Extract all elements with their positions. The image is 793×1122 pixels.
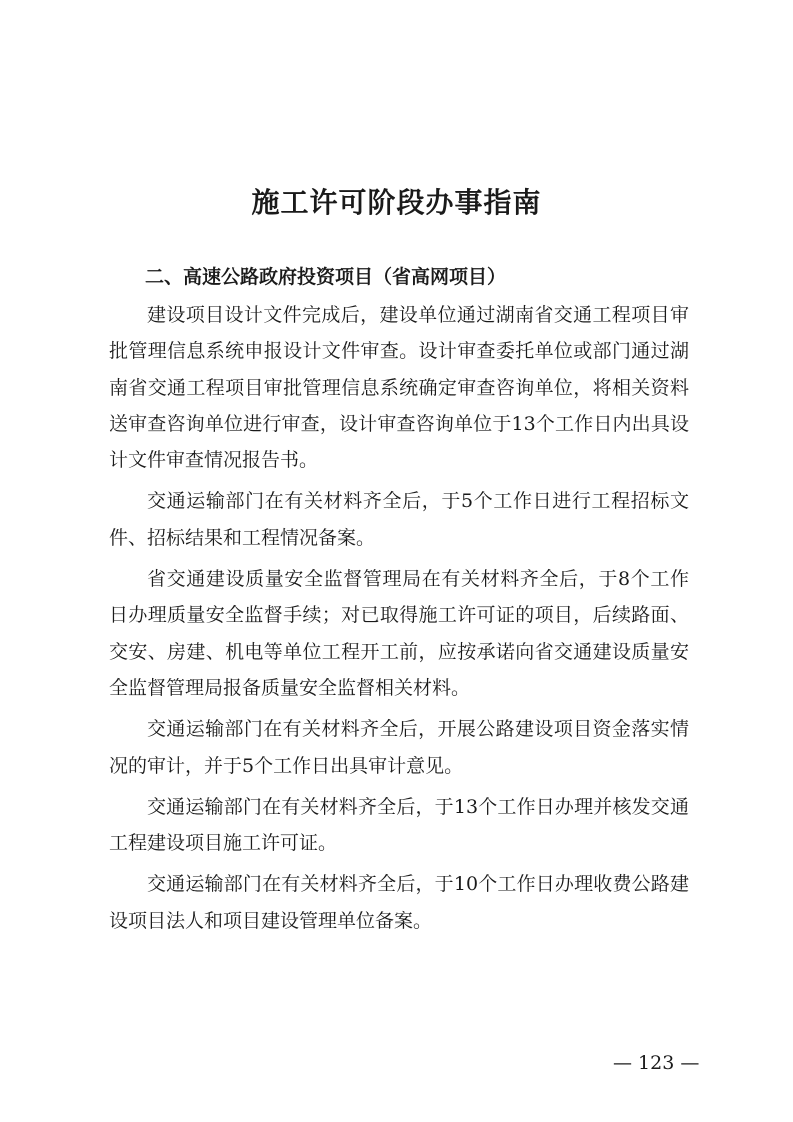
page-number: — 123 — [613, 1052, 700, 1074]
paragraph: 交通运输部门在有关材料齐全后，开展公路建设项目资金落实情况的审计，并于5个工作日出具审计意见。 [109, 718, 689, 777]
body-text [109, 297, 689, 944]
paragraph: 省交通建设质量安全监督管理局在有关材料齐全后，于8个工作日办理质量安全监督手续；对已取得施工许可证的项目，后续路面、交安、房建、机电等单位工程开工前，应按承诺向省交通建设质量安全监督管理局报备质量安全监督相关材料。 [109, 568, 689, 699]
paragraph: 交通运输部门在有关材料齐全后，于5个工作日进行工程招标文件、招标结果和工程情况备案。 [109, 490, 689, 549]
paragraph: 交通运输部门在有关材料齐全后，于13个工作日办理并核发交通工程建设项目施工许可证。 [109, 795, 689, 855]
paragraph: 建设项目设计文件完成后，建设单位通过湖南省交通工程项目审批管理信息系统申报设计文件审查。设计审查委托单位或部门通过湖南省交通工程项目审批管理信息系统确定审查咨询单位，将相关资料送审查咨询单位进行审查，设计审查咨询单位于13个工作日内出具设计文件审查情况报告书。 [109, 304, 689, 472]
paragraph: 交通运输部门在有关材料齐全后，于10个工作日办理收费公路建设项目法人和项目建设管理单位备案。 [109, 873, 689, 932]
page-title: 施工许可阶段办事指南 [251, 186, 542, 219]
section-heading: 二、高速公路政府投资项目（省高网项目） [145, 266, 507, 288]
